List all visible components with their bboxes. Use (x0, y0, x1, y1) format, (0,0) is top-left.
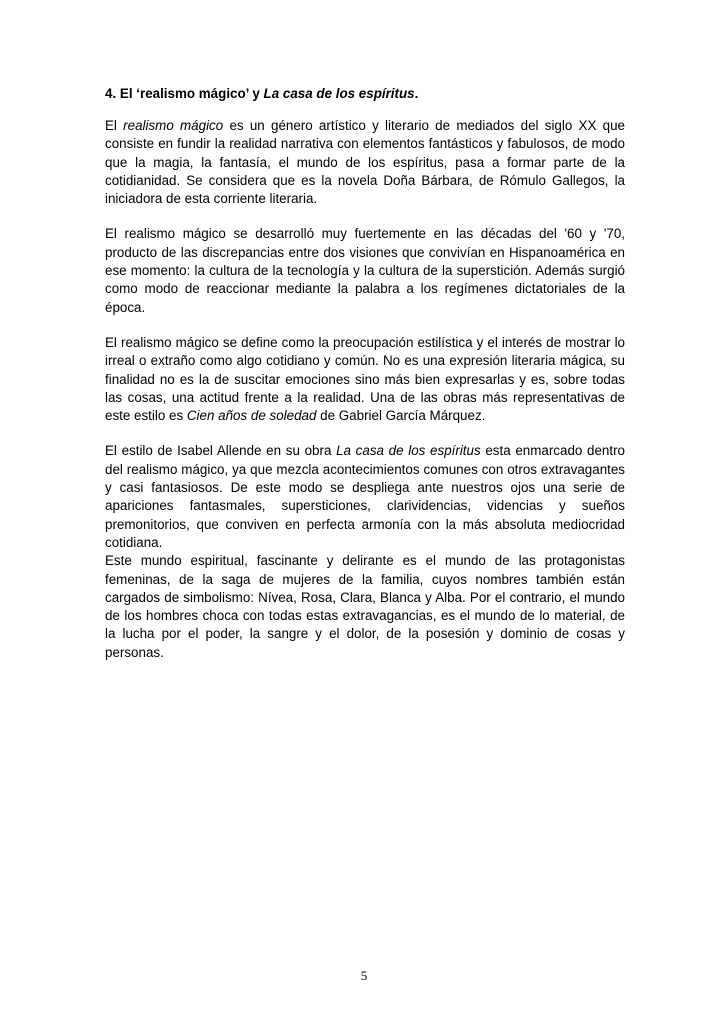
paragraph-3-italic: Cien años de soledad (186, 408, 317, 424)
paragraph-1 (105, 117, 625, 208)
paragraph-1-text-c: es un género artístico y literario de mediados del siglo XX que consiste en fundir la realidad narrativa con elementos fantásticos y fabulosos, de modo que la magia, la fantasía, el mundo de los espíritus, pasa a formar parte de la cotidianidad. Se considera que es la novela Doña Bárbara, de Rómulo Gallegos, la iniciadora de esta corriente literaria. (105, 118, 625, 207)
paragraph-4 (105, 442, 625, 552)
paragraph-3-text-a: El realismo mágico se define como la preocupación estilística y el interés de mostrar lo irreal o extraño como algo cotidiano y común. No es una expresión literaria mágica, su finalidad no es la de suscitar emociones sino más bien expresarlas y es, sobre todas las cosas, una actitud frente a la realidad. Una de las obras más representativas de este estilo es (105, 334, 625, 424)
paragraph-1-text-a: El (105, 118, 124, 133)
heading-suffix: . (414, 86, 419, 101)
heading-prefix: 4. El ‘realismo mágico’ y (105, 86, 264, 101)
document-page (105, 85, 625, 679)
section-heading (105, 85, 625, 103)
paragraph-2: El realismo mágico se desarrolló muy fuertemente en las décadas del '60 y '70, producto de las discrepancias entre dos visiones que convivían en Hispanoamérica en ese momento: la cultura de la tecnología y la cultura de la superstición. Además surgió como modo de reaccionar mediante la palabra a los regímenes dictatoriales de la época. (105, 226, 625, 315)
heading-title-italic: La casa de los espíritus (263, 86, 415, 101)
paragraph-5: Este mundo espiritual, fascinante y delirante es el mundo de las protagonistas femeninas, de la saga de mujeres de la familia, cuyos nombres también están cargados de simbolismo: Nívea, Rosa, Clara, Blanca y Alba. Por el contrario, el mundo de los hombres choca con todas estas extravagancias, es el mundo de lo material, de la lucha por el poder, la sangre y el dolor, de la posesión y dominio de cosas y personas. (105, 553, 625, 660)
paragraph-4-text-a: El estilo de Isabel Allende en su obra (105, 443, 337, 459)
page-number: 5 (360, 968, 368, 983)
paragraph-3 (105, 334, 625, 425)
paragraph-3-text-c: de Gabriel García Márquez. (316, 408, 486, 424)
paragraph-1-italic: realismo mágico (123, 118, 224, 133)
paragraph-4-text-c: esta enmarcado dentro del realismo mágico, ya que mezcla acontecimientos comunes con otros extravagantes y casi fantasiosos. De este modo se despliega ante nuestros ojos una serie de apariciones fantasmales, supersticiones, clarividencias, videncias y sueños premonitorios, que conviven en perfecta armonía con la más absoluta mediocridad cotidiana. (105, 443, 625, 550)
paragraph-4-italic: La casa de los espíritus (336, 443, 481, 459)
